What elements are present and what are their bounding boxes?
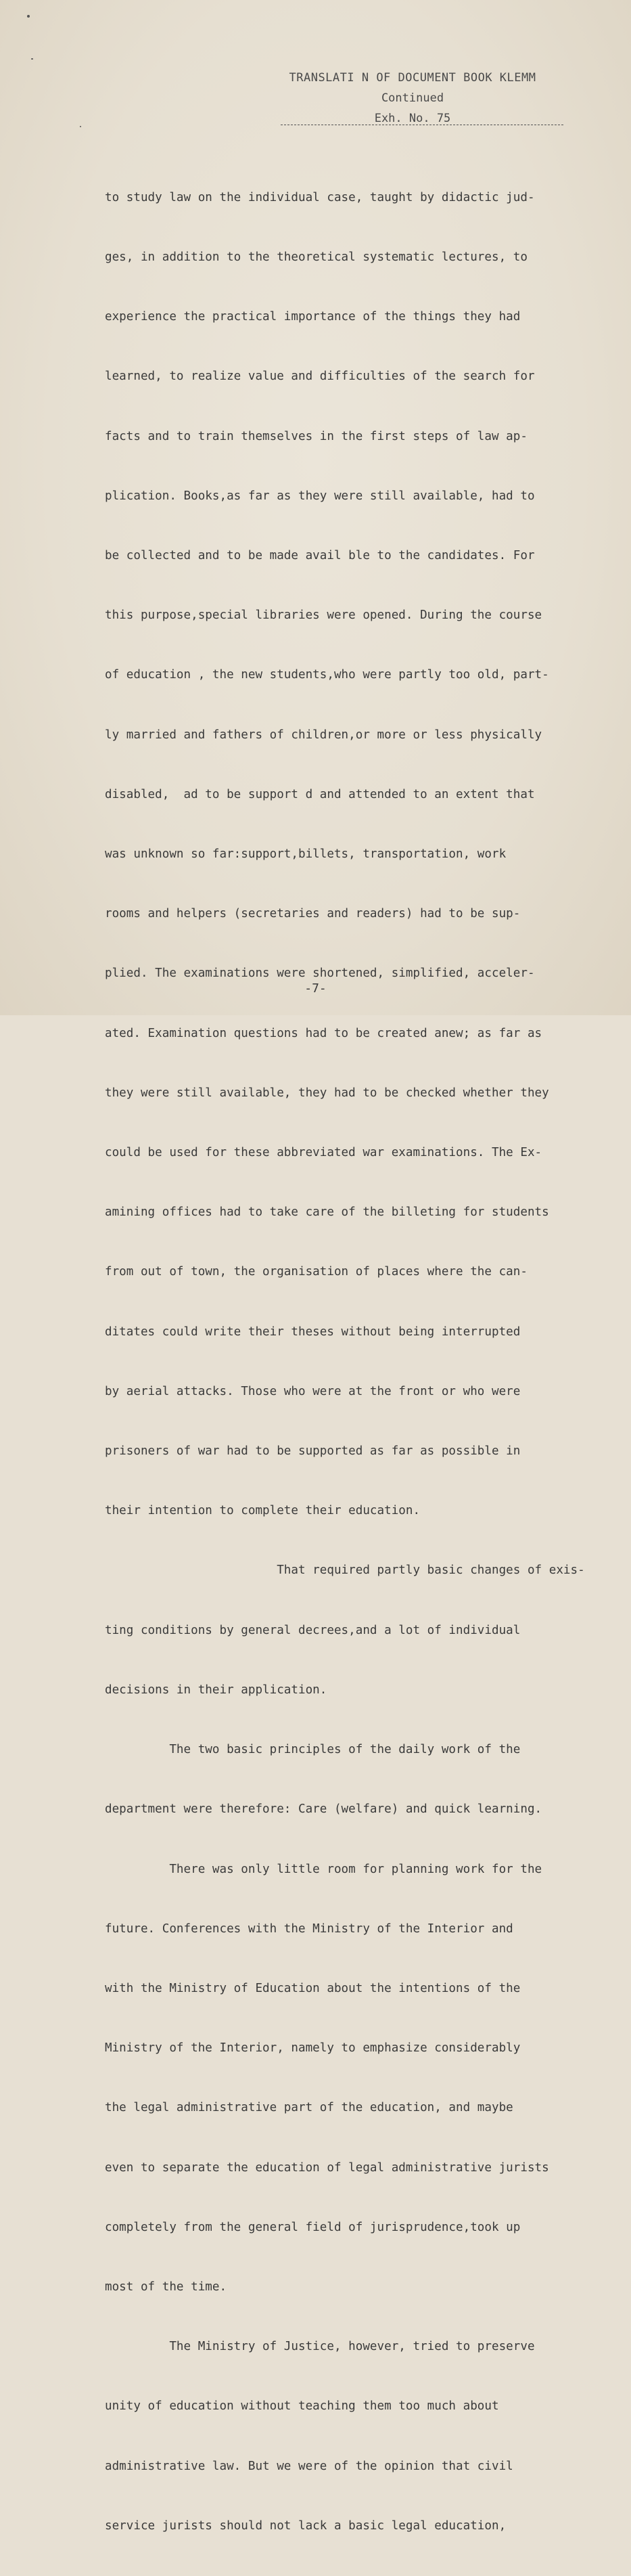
text-line: the legal administrative part of the education, and maybe xyxy=(105,2101,513,2115)
text-line: completely from the general field of jurisprudence,took up xyxy=(105,2220,521,2234)
text-line: The two basic principles of the daily work of the xyxy=(105,1743,521,1757)
text-line: ditates could write their theses without being interrupted xyxy=(105,1325,521,1339)
page-number: -7- xyxy=(304,981,327,996)
document-title: TRANSLATI N OF DOCUMENT BOOK KLEMM xyxy=(289,71,536,85)
text-line: experience the practical importance of the things they had xyxy=(105,310,521,324)
text-line: future. Conferences with the Ministry of the Interior and xyxy=(105,1922,513,1936)
text-line: their intention to complete their education. xyxy=(105,1504,421,1518)
text-line: be collected and to be made avail ble to the candidates. For xyxy=(105,549,535,563)
text-line: ated. Examination questions had to be created anew; as far as xyxy=(105,1026,542,1040)
text-line: with the Ministry of Education about the intentions of the xyxy=(105,1981,521,1995)
text-line: ly married and fathers of children,or more or less physically xyxy=(105,728,542,742)
text-line: The Ministry of Justice, however, tried to preserve xyxy=(105,2340,535,2354)
document-header xyxy=(257,68,568,129)
text-line: decisions in their application. xyxy=(105,1683,327,1697)
document-subtitle: Continued xyxy=(381,91,444,105)
document-body xyxy=(105,148,609,2576)
text-line: learned, to realize value and difficulties of the search for xyxy=(105,370,535,384)
paper-speck xyxy=(31,58,33,60)
text-line: from out of town, the organisation of places where the can- xyxy=(105,1265,528,1279)
text-line: Ministry of the Interior, namely to emphasize considerably xyxy=(105,2041,521,2056)
text-line: even to separate the education of legal administrative jurists xyxy=(105,2160,549,2175)
paper-speck xyxy=(27,15,30,18)
text-line: service jurists should not lack a basic legal education, xyxy=(105,2518,507,2533)
text-line: There was only little room for planning work for the xyxy=(105,1862,542,1876)
text-line: could be used for these abbreviated war examinations. The Ex- xyxy=(105,1146,542,1160)
text-line: unity of education without teaching them too much about xyxy=(105,2399,499,2414)
text-line: plication. Books,as far as they were still available, had to xyxy=(105,489,535,503)
text-line: ting conditions by general decrees,and a lot of individual xyxy=(105,1623,521,1637)
text-line: they were still available, they had to be checked whether they xyxy=(105,1086,549,1100)
text-line: by aerial attacks. Those who were at the front or who were xyxy=(105,1384,521,1398)
text-line: was unknown so far:support,billets, transportation, work xyxy=(105,847,507,862)
text-line: amining offices had to take care of the billeting for students xyxy=(105,1205,549,1220)
text-line: disabled, ad to be support d and attended to an extent that xyxy=(105,787,535,801)
paper-speck xyxy=(80,126,81,127)
text-line: That required partly basic changes of exis- xyxy=(105,1563,585,1578)
text-line: most of the time. xyxy=(105,2280,227,2294)
exhibit-number: Exh. No. 75 xyxy=(374,112,451,125)
text-line: department were therefore: Care (welfare) and quick learning. xyxy=(105,1802,542,1817)
text-line: rooms and helpers (secretaries and readers) had to be sup- xyxy=(105,907,521,921)
text-line: plied. The examinations were shortened, simplified, acceler- xyxy=(105,967,535,981)
text-line: to study law on the individual case, taught by didactic jud- xyxy=(105,190,535,204)
text-line: facts and to train themselves in the first steps of law ap- xyxy=(105,429,528,443)
text-line: administrative law. But we were of the opinion that civil xyxy=(105,2459,513,2473)
text-line: ges, in addition to the theoretical systematic lectures, to xyxy=(105,250,528,265)
text-line: of education , the new students,who were partly too old, part- xyxy=(105,668,549,682)
text-line: this purpose,special libraries were opened. During the course xyxy=(105,608,542,623)
text-line: prisoners of war had to be supported as far as possible in xyxy=(105,1444,521,1459)
